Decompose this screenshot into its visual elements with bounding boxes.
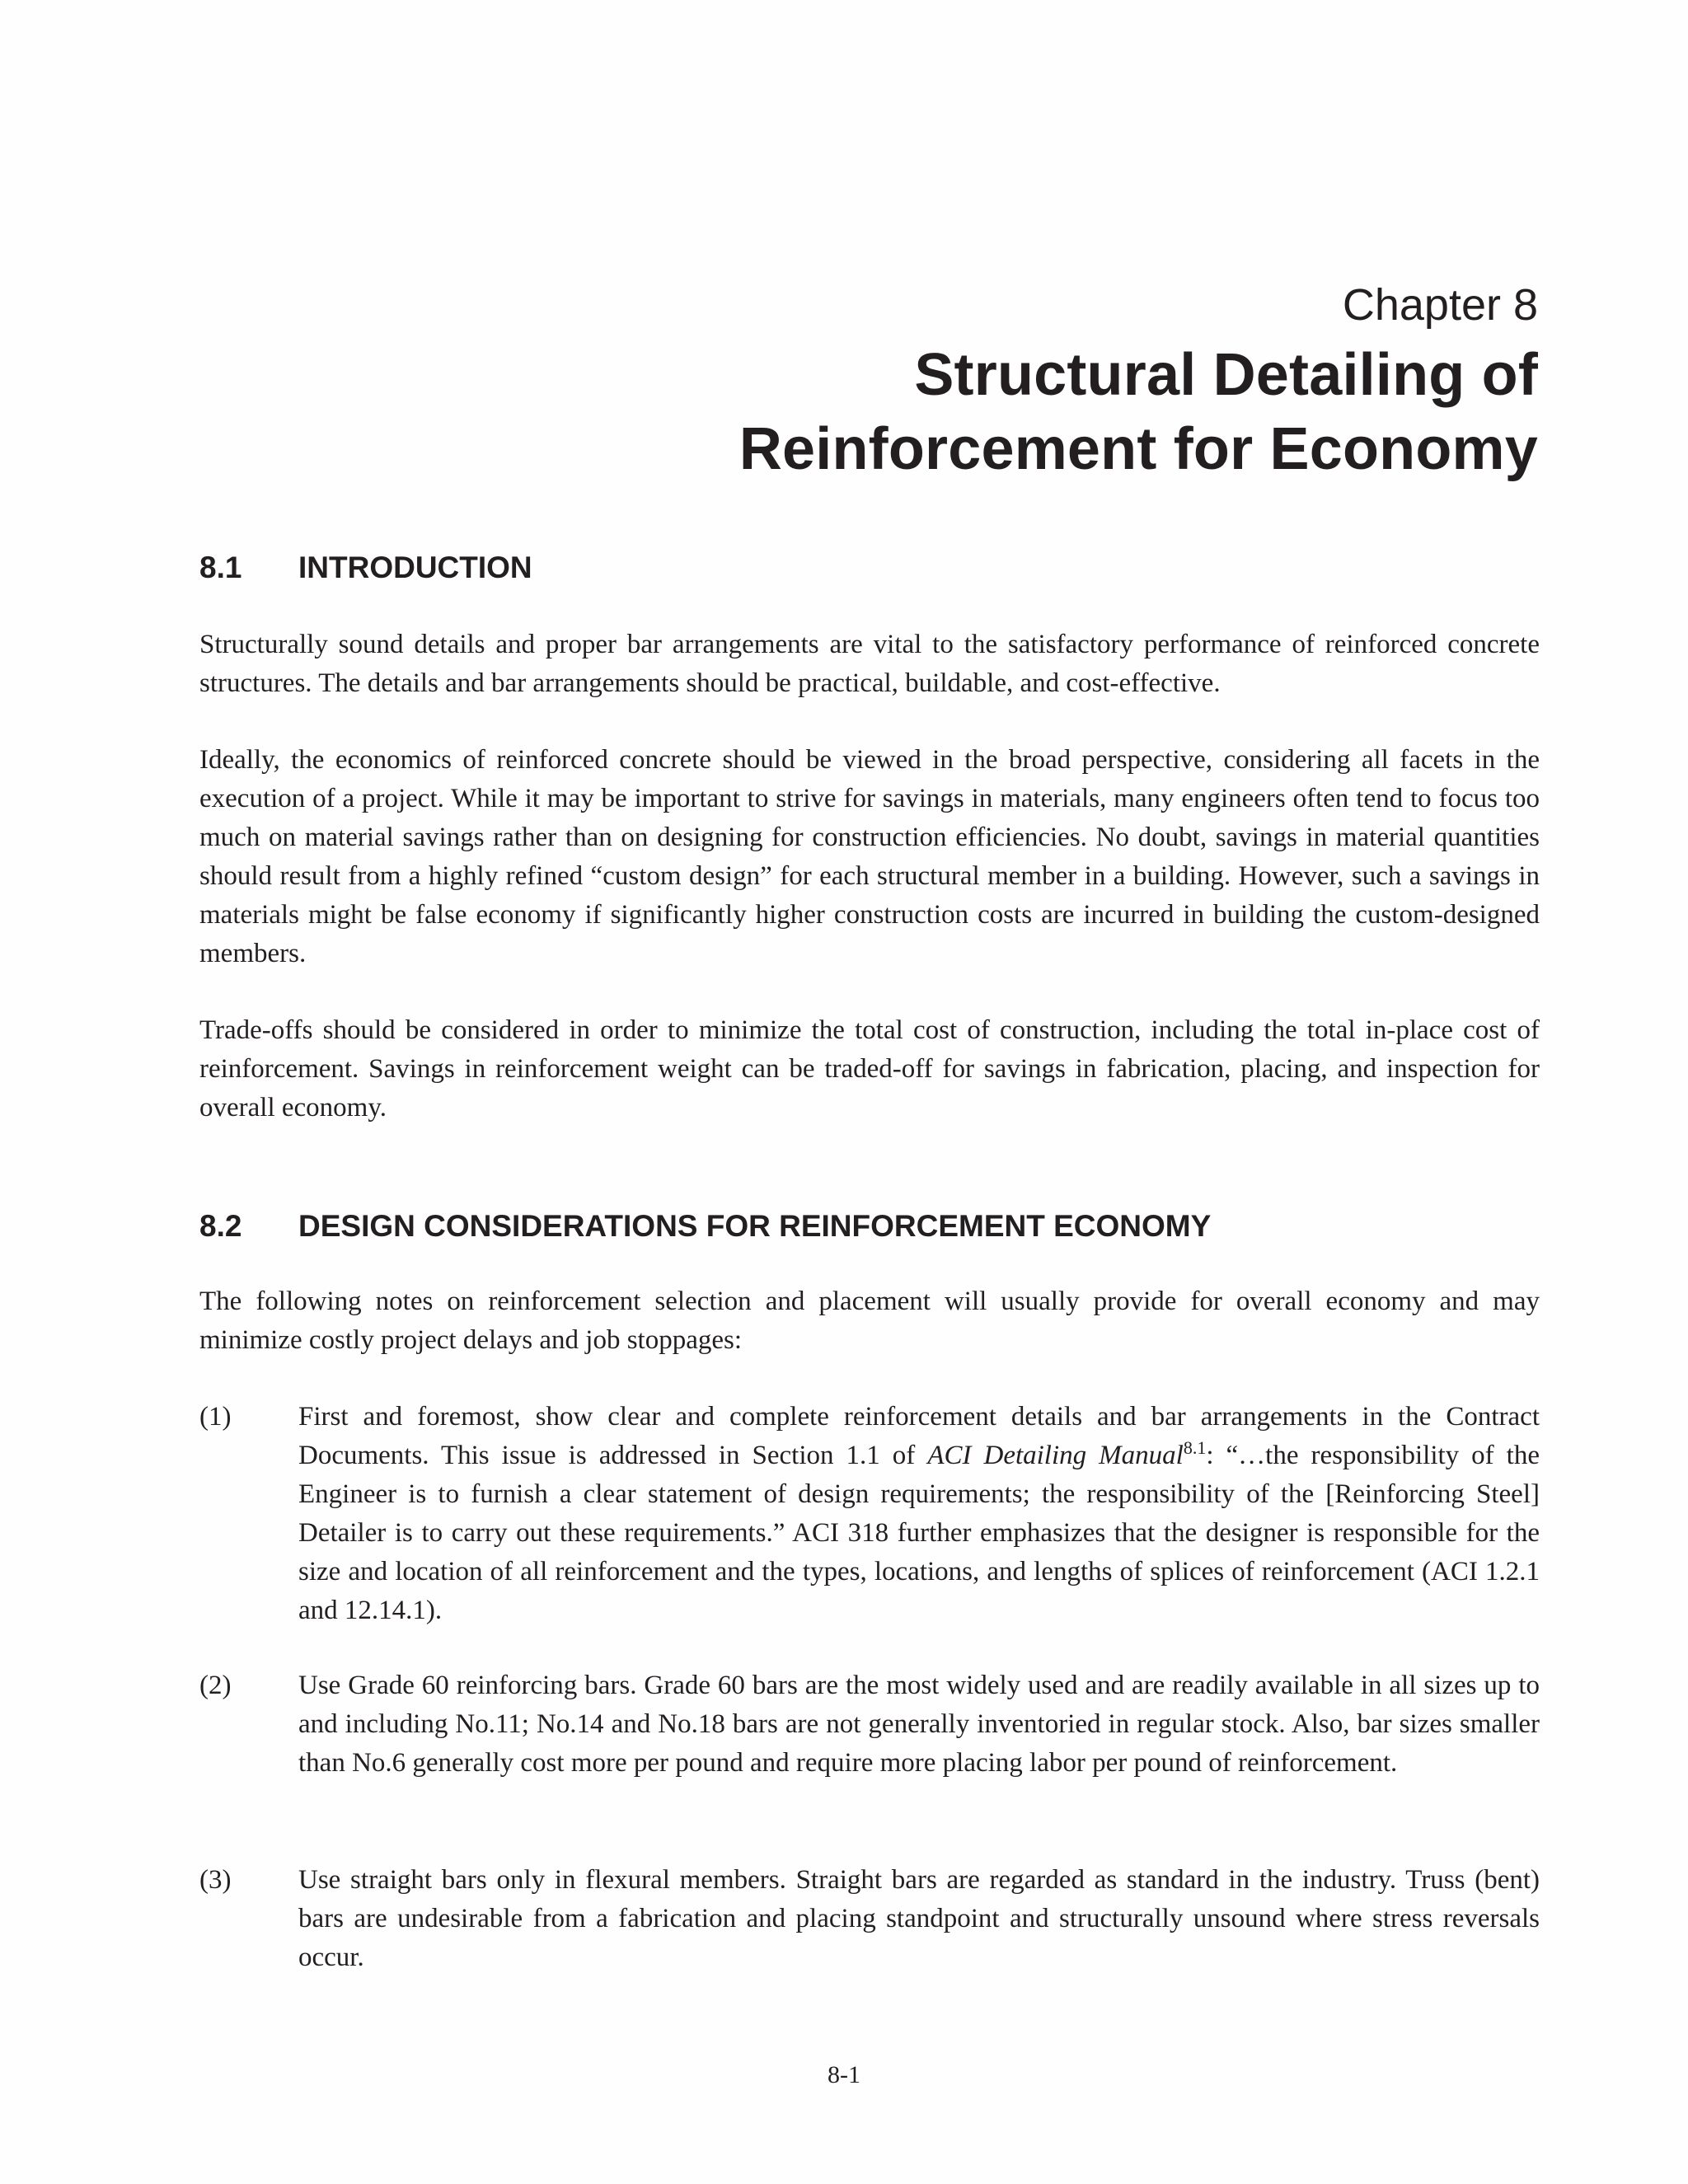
list-item-text: Use straight bars only in flexural members. Straight bars are regarded as standard in the industry. Truss (bent) bars are undesirable from a fabrication and placing standpoint and structurally unsound where stress reversals occur. bbox=[298, 1865, 1540, 1972]
list-marker: (3) bbox=[199, 1865, 232, 1895]
section-title: INTRODUCTION bbox=[298, 551, 532, 584]
paragraph: Structurally sound details and proper bar arrangements are vital to the satisfactory performance of reinforced concrete structures. The details and bar arrangements should be practical, buildable, and cost-effective. bbox=[199, 630, 1540, 698]
section-number: 8.2 bbox=[199, 1209, 242, 1243]
section-heading-8-2 bbox=[199, 1207, 1211, 1245]
section-number: 8.1 bbox=[199, 551, 242, 584]
list-item-text: Use Grade 60 reinforcing bars. Grade 60 bars are the most widely used and are readily available in all sizes up to and including No.11; No.14 and No.18 bars are not generally inventoried in regular stock. Also, bar sizes smaller than No.6 generally cost more per pound and require more placing labor per pound of reinforcement. bbox=[298, 1671, 1540, 1778]
list-item-text bbox=[298, 1398, 1540, 1630]
paragraph: Trade-offs should be considered in order to minimize the total cost of construction, including the total in-place cost of reinforcement. Savings in reinforcement weight can be traded-off for savings in fabrication, placing, and inspection for overall economy. bbox=[199, 1015, 1540, 1122]
chapter-header bbox=[198, 274, 1538, 486]
page-number: 8-1 bbox=[828, 2061, 860, 2088]
chapter-title-line-1: Structural Detailing of bbox=[914, 342, 1538, 408]
list-item bbox=[199, 1398, 1540, 1630]
reference-superscript: 8.1 bbox=[1183, 1437, 1207, 1458]
list-marker: (2) bbox=[199, 1671, 232, 1700]
paragraph: The following notes on reinforcement selection and placement will usually provide for overall economy and may minimize costly project delays and job stoppages: bbox=[199, 1286, 1540, 1355]
section-heading-8-1 bbox=[199, 549, 532, 587]
chapter-title-line-2: Reinforcement for Economy bbox=[738, 416, 1538, 482]
list-item bbox=[199, 1666, 1540, 1783]
citation-title: ACI Detailing Manual bbox=[927, 1441, 1184, 1470]
paragraph: Ideally, the economics of reinforced concrete should be viewed in the broad perspective, considering all facets in the execution of a project. While it may be important to strive for savings in materials, many engineers often tend to focus too much on material savings rather than on designing for construction efficiencies. No doubt, savings in material quantities should result from a highly refined “custom design” for each structural member in a building. However, such a savings in materials might be false economy if significantly higher construction costs are incurred in building the custom-designed members. bbox=[199, 745, 1540, 968]
list-item bbox=[199, 1861, 1540, 1977]
section-title: DESIGN CONSIDERATIONS FOR REINFORCEMENT ECONOMY bbox=[298, 1209, 1212, 1243]
chapter-label: Chapter 8 bbox=[1342, 280, 1538, 330]
chapter-title bbox=[198, 338, 1538, 486]
list-text-part: : “…the responsibility of the Engineer is to furnish a clear statement of design requirements; the responsibility of the [Reinforcing Steel] Detailer is to carry out these requirements.” ACI 318 further emphasizes that the designer is responsible for the size and location of all reinforcement and the types, locations, and lengths of splices of reinforcement (ACI 1.2.1 and 12.14.1). bbox=[298, 1441, 1540, 1625]
list-marker: (1) bbox=[199, 1402, 232, 1432]
list-text-part: First and foremost, show clear and complete reinforcement details and bar arrangements in the Contract Documents. This issue is addressed in Section 1.1 of bbox=[298, 1402, 1540, 1470]
